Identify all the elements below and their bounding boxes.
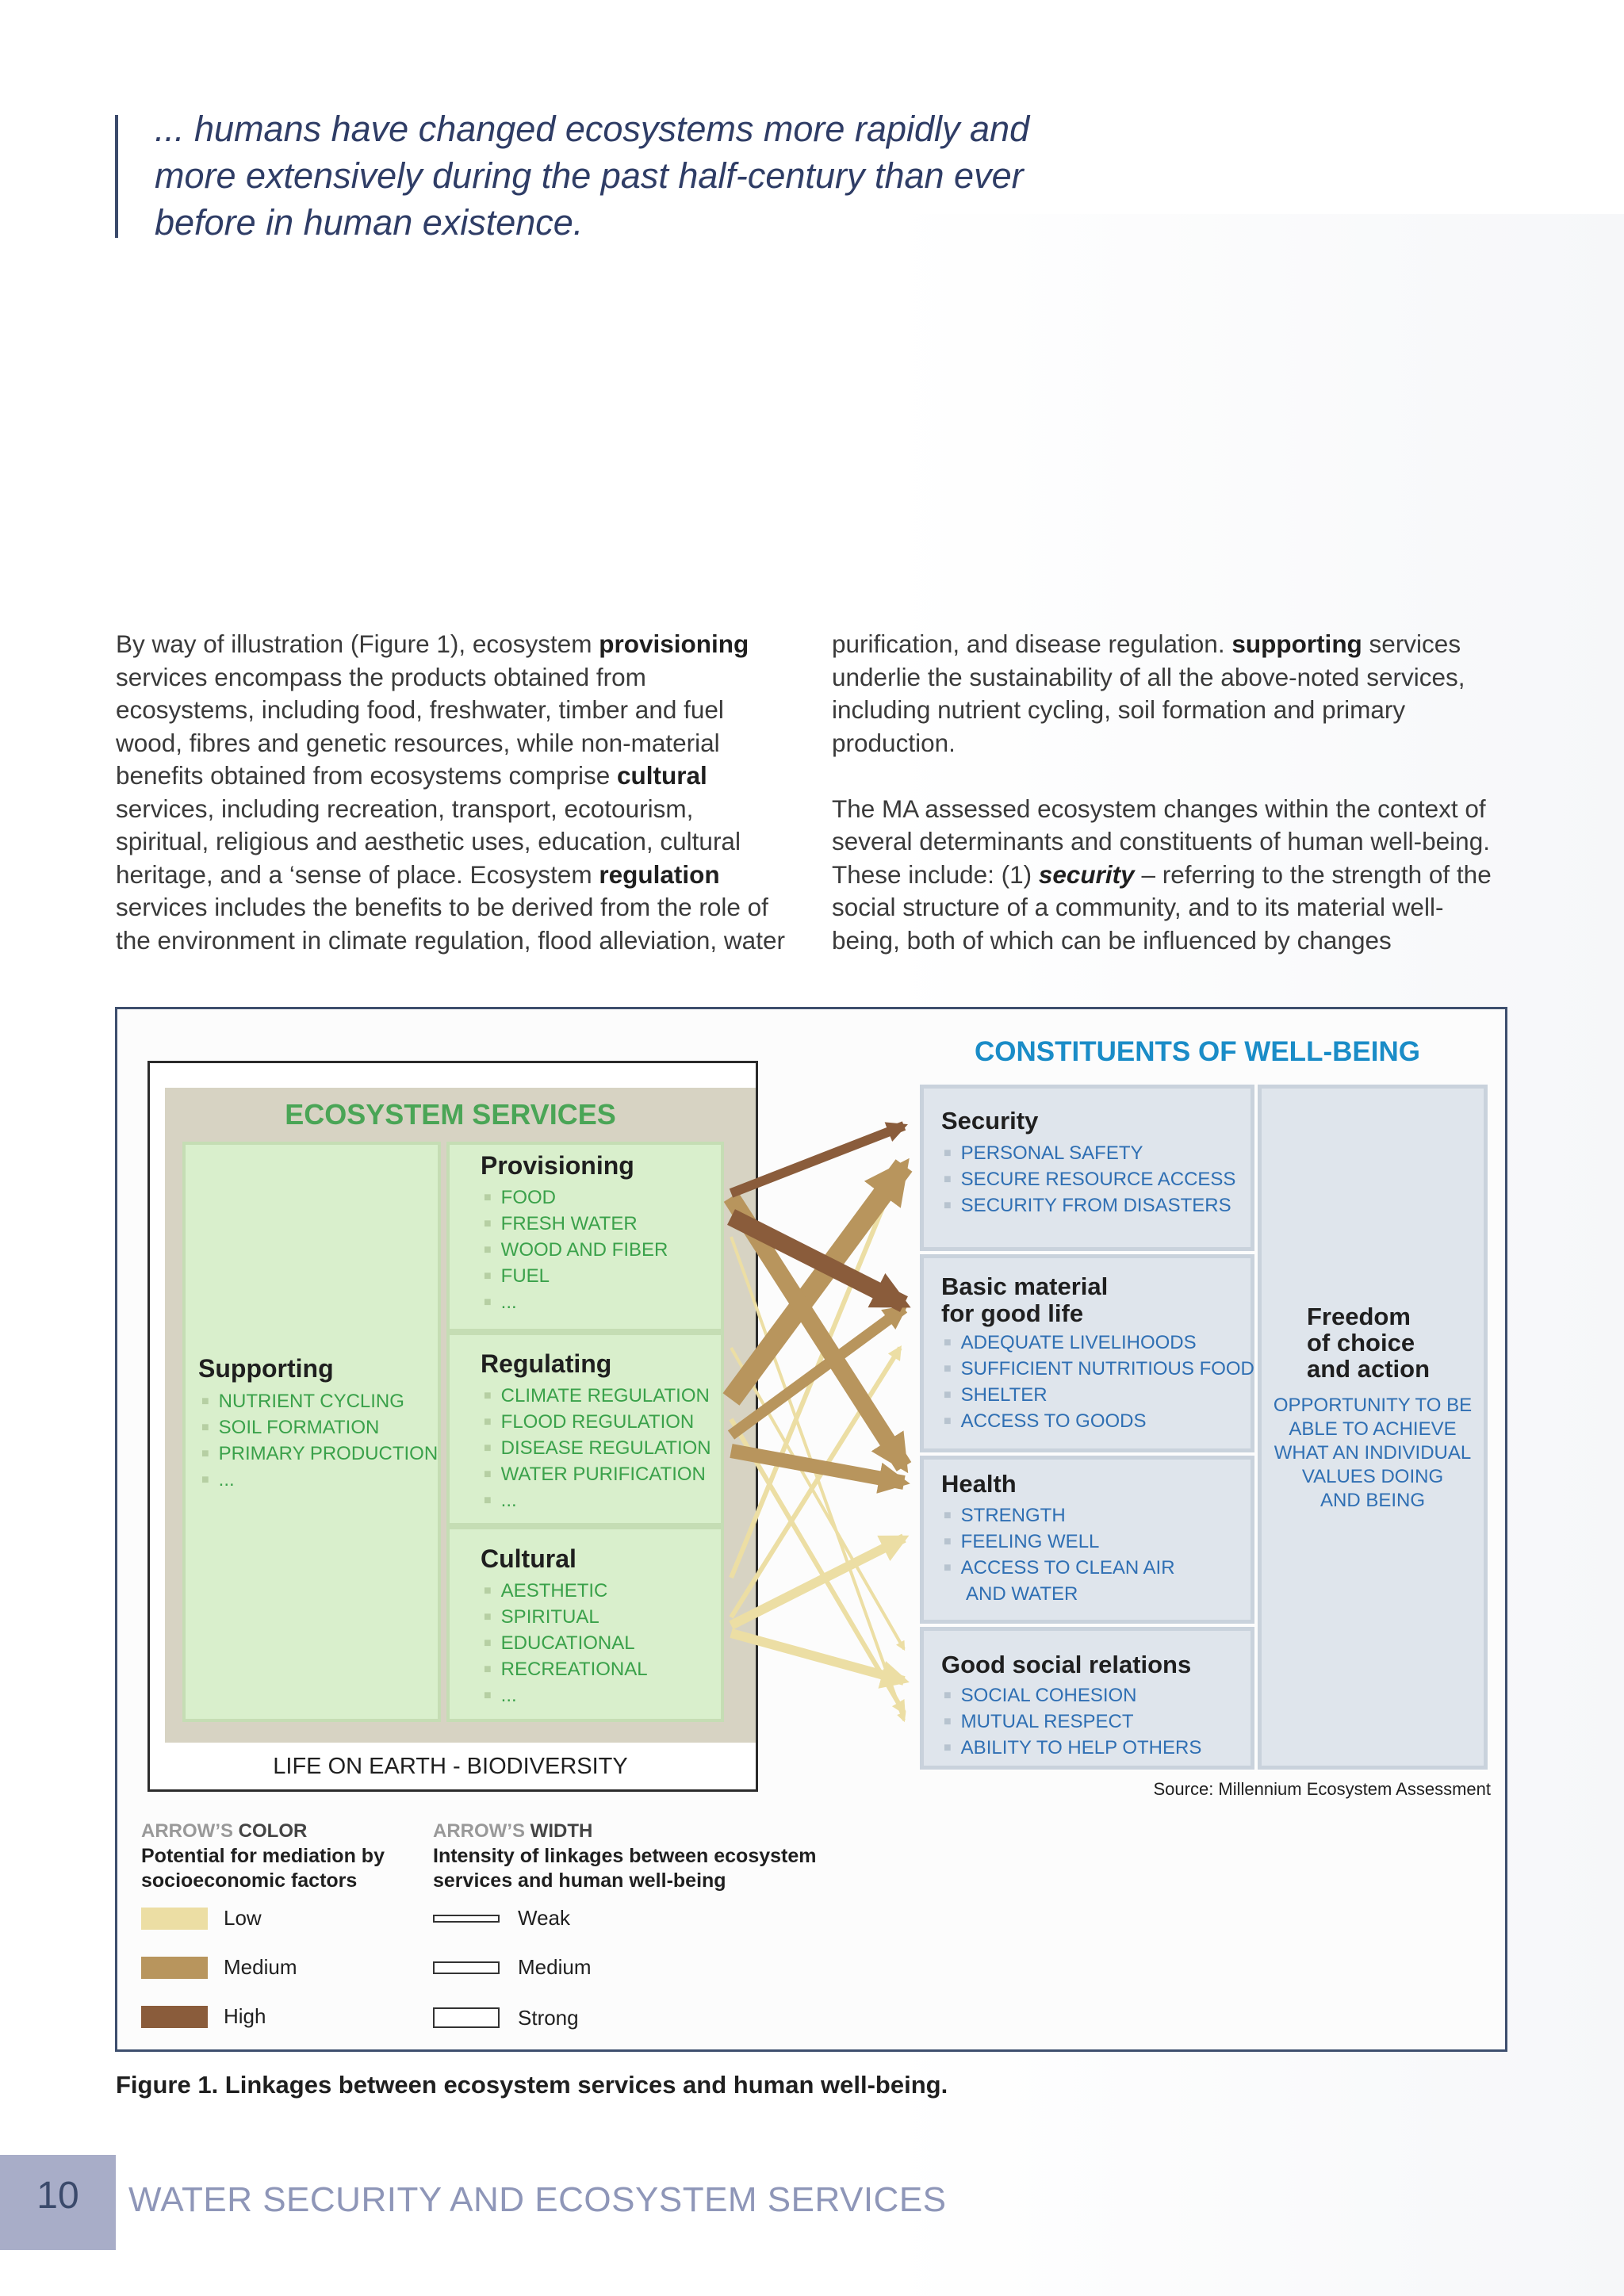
ecosystem-services-title: ECOSYSTEM SERVICES bbox=[285, 1098, 616, 1131]
list-item: ■ FUEL bbox=[484, 1265, 668, 1291]
list-item: ■ SPIRITUAL bbox=[484, 1605, 648, 1632]
list-item: ■ SOCIAL COHESION bbox=[944, 1684, 1201, 1710]
list-item: ■ AESTHETIC bbox=[484, 1579, 648, 1605]
list-item: ■ FLOOD REGULATION bbox=[484, 1410, 711, 1437]
legend-width-strong bbox=[433, 2007, 500, 2028]
social-relations-title: Good social relations bbox=[941, 1651, 1192, 1678]
legend-width-weak bbox=[433, 1915, 500, 1923]
freedom-title: Freedom of choice and action bbox=[1307, 1303, 1431, 1383]
legend-label-weak: Weak bbox=[518, 1906, 570, 1930]
list-item: ■ CLIMATE REGULATION bbox=[484, 1384, 711, 1410]
list-item: ■ WATER PURIFICATION bbox=[484, 1463, 711, 1489]
constituents-title: CONSTITUENTS OF WELL-BEING bbox=[975, 1036, 1420, 1067]
arrow-provisioning-security bbox=[731, 1126, 904, 1193]
quote-line: ... humans have changed ecosystems more rapidly and bbox=[155, 109, 1030, 149]
list-item: ■ PERSONAL SAFETY bbox=[944, 1142, 1235, 1168]
list-item: ■ SECURE RESOURCE ACCESS bbox=[944, 1168, 1235, 1194]
quote-line: more extensively during the past half-century than ever bbox=[155, 155, 1024, 196]
paragraph: The MA assessed ecosystem changes within the context of several determinants and constituents of human well-being. These include: (1) security – referring to the strength of the social structure of a community, and to its material well-being, both of which can be influenced by changes bbox=[832, 794, 1492, 955]
life-on-earth-label: LIFE ON EARTH - BIODIVERSITY bbox=[273, 1754, 628, 1779]
list-item: ■ FOOD bbox=[484, 1186, 668, 1212]
legend-label-medium: Medium bbox=[224, 1955, 297, 1979]
basic-material-title: Basic material for good life bbox=[941, 1272, 1109, 1327]
freedom-description: OPPORTUNITY TO BE ABLE TO ACHIEVE WHAT AN INDIVIDUAL VALUES DOING AND BEING bbox=[1273, 1395, 1473, 1511]
list-item: ■ ... bbox=[484, 1489, 711, 1515]
legend-color-description: Potential for mediation by socioeconomic factors bbox=[141, 1845, 385, 1892]
legend-swatch-medium bbox=[141, 1957, 208, 1979]
list-item: ■ EDUCATIONAL bbox=[484, 1632, 648, 1658]
figure-caption: Figure 1. Linkages between ecosystem services and human well-being. bbox=[116, 2071, 948, 2099]
list-item: ■ STRENGTH bbox=[944, 1504, 1175, 1530]
list-item: ■ ADEQUATE LIVELIHOODS bbox=[944, 1331, 1254, 1357]
list-item: ■ WOOD AND FIBER bbox=[484, 1238, 668, 1265]
legend-label-medium-width: Medium bbox=[518, 1955, 592, 1979]
paragraph: purification, and disease regulation. supporting services underlie the sustainability of all the above-noted services, including nutrient cycling, soil formation and primary production. bbox=[832, 629, 1465, 757]
list-item: ■ ... bbox=[484, 1684, 648, 1710]
quote-line: before in human existence. bbox=[155, 202, 584, 243]
paragraph: By way of illustration (Figure 1), ecosystem provisioning services encompass the products obtained from ecosystems, including food, freshwater, timber and fuel wood, fibres and genetic resources, while non-material benefits obtained from ecosystems comprise cultural services, including recreation, transport, ecotourism, spiritual, religious and aesthetic uses, education, cultural heritage, and a ‘sense of place. Ecosystem regulation services includes the benefits to be derived from the role of the environment in climate regulation, flood alleviation, water bbox=[116, 629, 785, 955]
list-item: ■ SHELTER bbox=[944, 1383, 1254, 1410]
page-number: 10 bbox=[36, 2175, 79, 2217]
list-item: ■ ABILITY TO HELP OTHERS bbox=[944, 1736, 1201, 1762]
legend-color-heading: ARROW’S COLOR bbox=[141, 1820, 308, 1842]
list-item: ■ ACCESS TO CLEAN AIR bbox=[944, 1556, 1175, 1582]
list-item: ■ SUFFICIENT NUTRITIOUS FOOD bbox=[944, 1357, 1254, 1383]
legend-label-strong: Strong bbox=[518, 2006, 579, 2030]
list-item: AND WATER bbox=[966, 1583, 1078, 1605]
list-item: ■ FRESH WATER bbox=[484, 1212, 668, 1238]
arrow-regulating-health-pale bbox=[731, 1348, 904, 1649]
legend-width-medium bbox=[433, 1961, 500, 1974]
legend-swatch-low bbox=[141, 1908, 208, 1930]
arrow-cultural-health bbox=[731, 1538, 904, 1625]
cultural-title: Cultural bbox=[481, 1544, 576, 1573]
regulating-title: Regulating bbox=[481, 1349, 612, 1378]
health-title: Health bbox=[941, 1470, 1017, 1498]
provisioning-title: Provisioning bbox=[481, 1151, 634, 1180]
figure-source: Source: Millennium Ecosystem Assessment bbox=[1153, 1779, 1491, 1799]
legend-swatch-high bbox=[141, 2006, 208, 2028]
running-footer-title: WATER SECURITY AND ECOSYSTEM SERVICES bbox=[128, 2180, 947, 2219]
list-item: ■ PRIMARY PRODUCTION bbox=[201, 1442, 438, 1468]
legend-label-high: High bbox=[224, 2004, 266, 2028]
list-item: ■ NUTRIENT CYCLING bbox=[201, 1390, 438, 1416]
list-item: ■ ... bbox=[484, 1291, 668, 1317]
arrow-cultural-social bbox=[731, 1633, 904, 1681]
list-item: ■ SOIL FORMATION bbox=[201, 1416, 438, 1442]
legend-width-heading: ARROW’S WIDTH bbox=[433, 1820, 593, 1842]
list-item: ■ SECURITY FROM DISASTERS bbox=[944, 1194, 1235, 1220]
list-item: ■ MUTUAL RESPECT bbox=[944, 1710, 1201, 1736]
list-item: ■ DISEASE REGULATION bbox=[484, 1437, 711, 1463]
security-title: Security bbox=[941, 1107, 1039, 1135]
list-item: ■ ACCESS TO GOODS bbox=[944, 1410, 1254, 1436]
legend-width-description: Intensity of linkages between ecosystem services and human well-being bbox=[433, 1845, 817, 1892]
list-item: ■ RECREATIONAL bbox=[484, 1658, 648, 1684]
list-item: ■ ... bbox=[201, 1468, 438, 1494]
legend-label-low: Low bbox=[224, 1906, 262, 1930]
supporting-title: Supporting bbox=[198, 1354, 334, 1383]
list-item: ■ FEELING WELL bbox=[944, 1530, 1175, 1556]
